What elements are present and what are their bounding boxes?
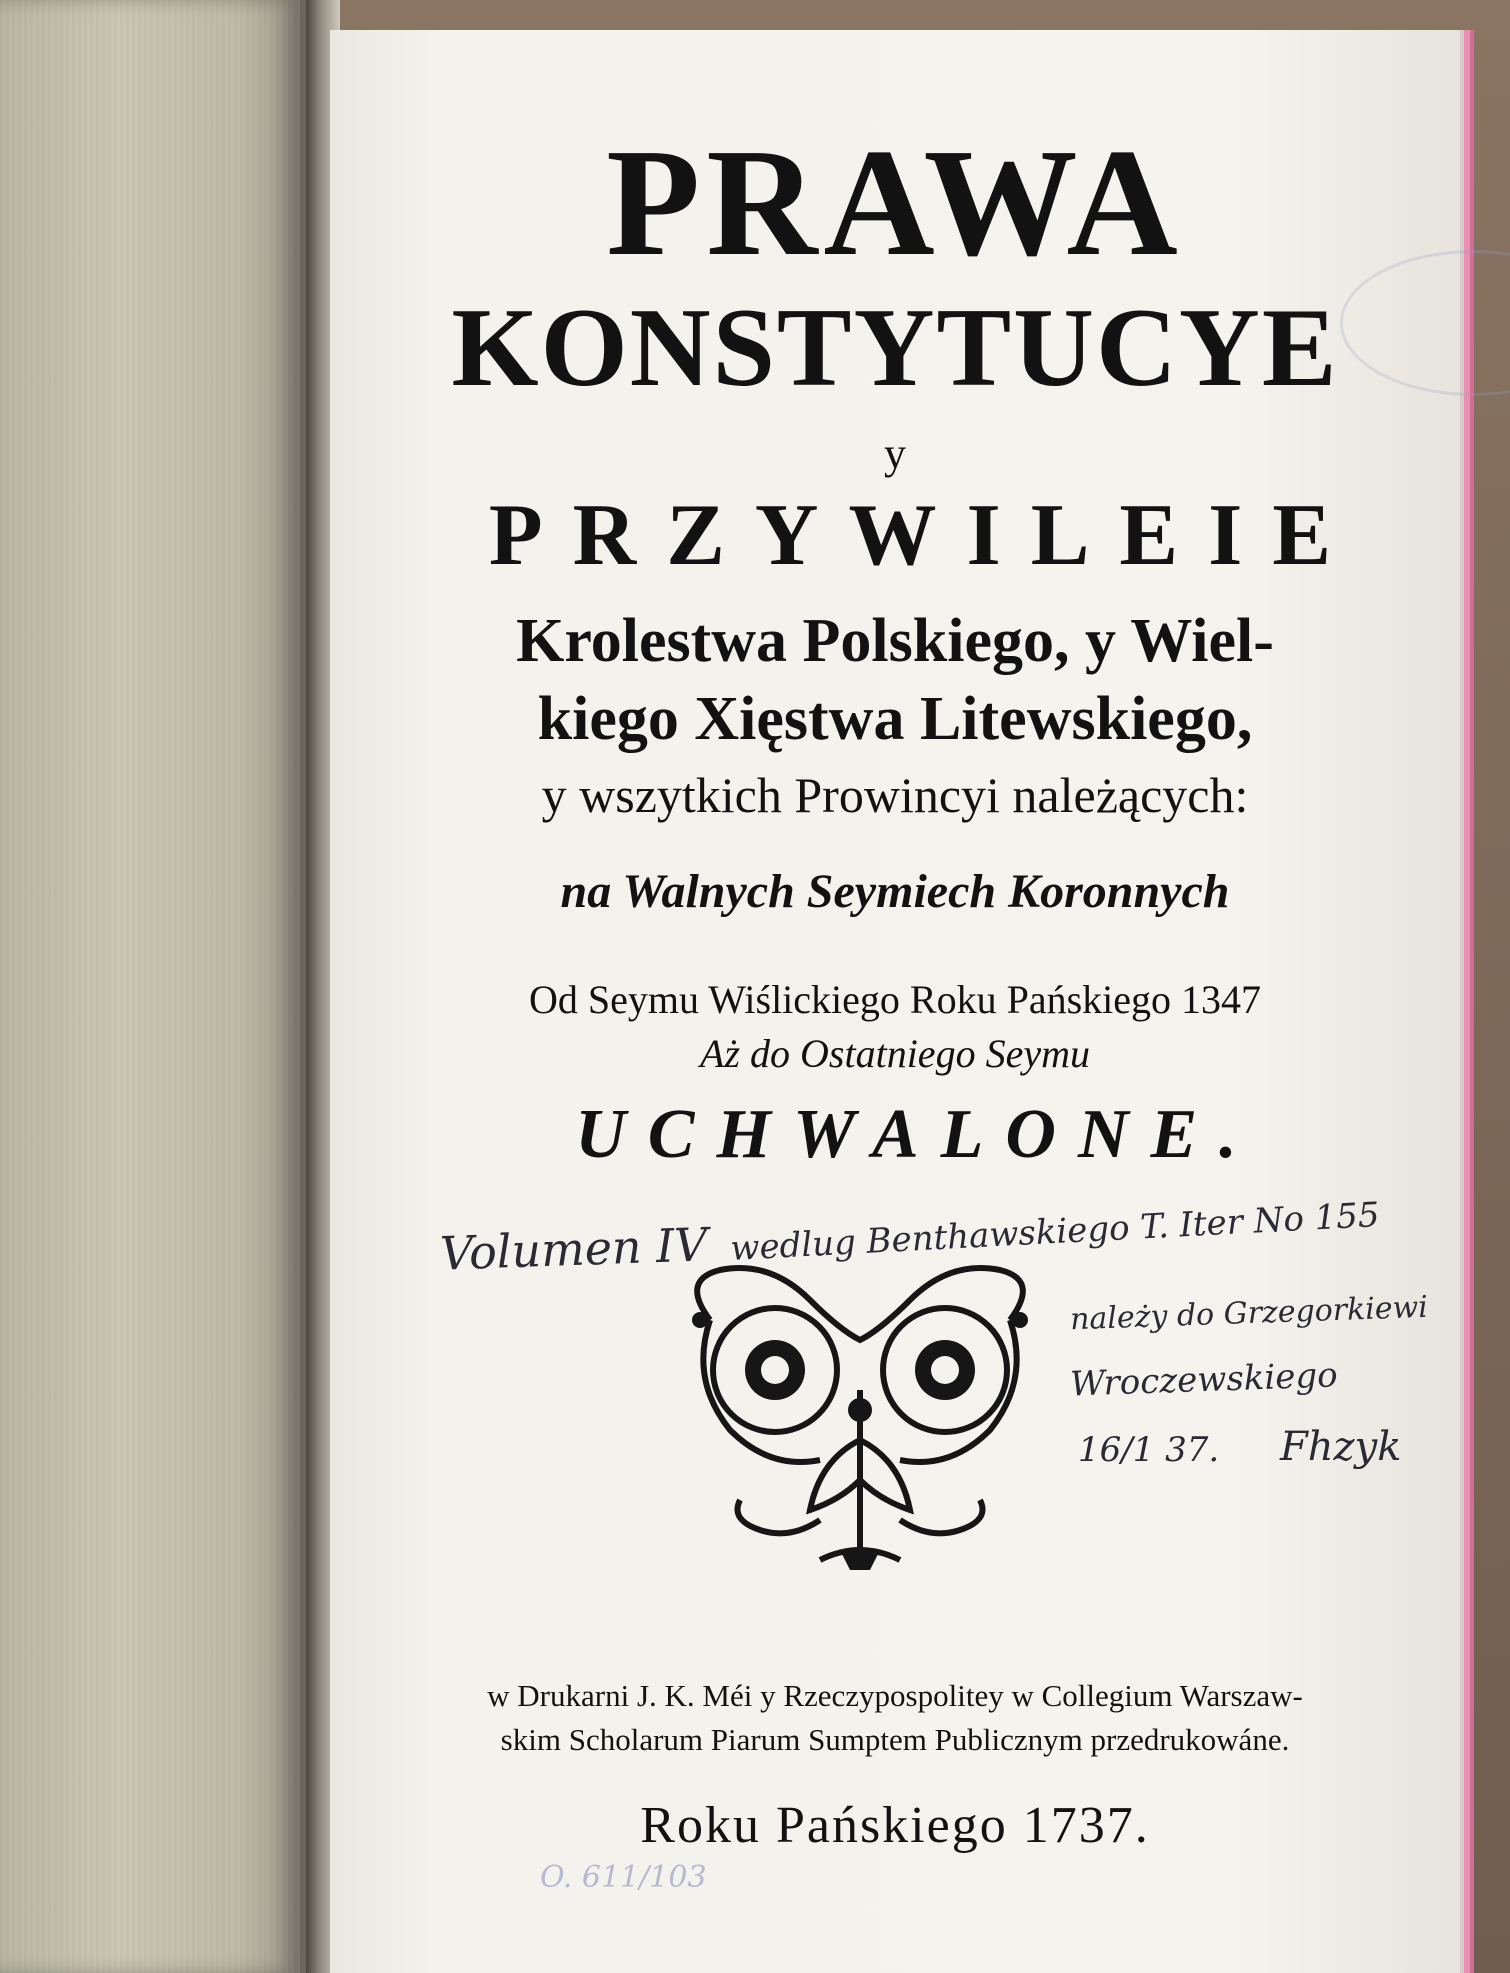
title-line-przywileie: PRZYWILEIE — [488, 487, 1362, 584]
book-cover-board — [0, 0, 306, 1973]
handwritten-volume: Volumen IV — [439, 1217, 709, 1281]
body-az-do: Aż do Ostatniego Seymu — [700, 1031, 1090, 1076]
imprint-line-2: skim Scholarum Piarum Sumptem Publicznym przedrukowáne. — [500, 1722, 1290, 1757]
handwritten-ownership: należy do Grzegorkiewi — [1069, 1289, 1429, 1338]
shelfmark-stamp: O. 611/103 — [540, 1860, 707, 1895]
subtitle-line-1: Krolestwa Polskiego, y Wiel- — [516, 607, 1274, 675]
floral-vignette-icon — [670, 1260, 1050, 1580]
handwritten-date: 16/1 37. — [1078, 1430, 1220, 1470]
title-line-konstytucye: KONSTYTUCYE — [451, 286, 1339, 410]
subtitle-line-3: y wszytkich Prowincyi należących: — [541, 767, 1249, 823]
handwritten-reference: wedlug Benthawskiego T. Iter No 155 — [729, 1195, 1381, 1269]
body-od-seymu: Od Seymu Wiślickiego Roku Pańskiego 1347 — [528, 977, 1262, 1022]
title-line-prawa: PRAWA — [606, 118, 1184, 288]
handwritten-owner-name: Wroczewskiego — [1069, 1355, 1339, 1405]
imprint-line-1: w Drukarni J. K. Méi y Rzeczypospolitey w Collegium Warszaw- — [487, 1678, 1303, 1713]
title-line-y: y — [884, 429, 906, 478]
body-walnych: na Walnych Seymiech Koronnych — [560, 865, 1230, 918]
body-uchwalone: UCHWALONE. — [575, 1096, 1259, 1173]
handwritten-signature: Fhzyk — [1280, 1424, 1402, 1470]
imprint-year: Roku Pańskiego 1737. — [640, 1797, 1150, 1854]
subtitle-line-2: kiego Xięstwa Litewskiego, — [537, 685, 1253, 753]
